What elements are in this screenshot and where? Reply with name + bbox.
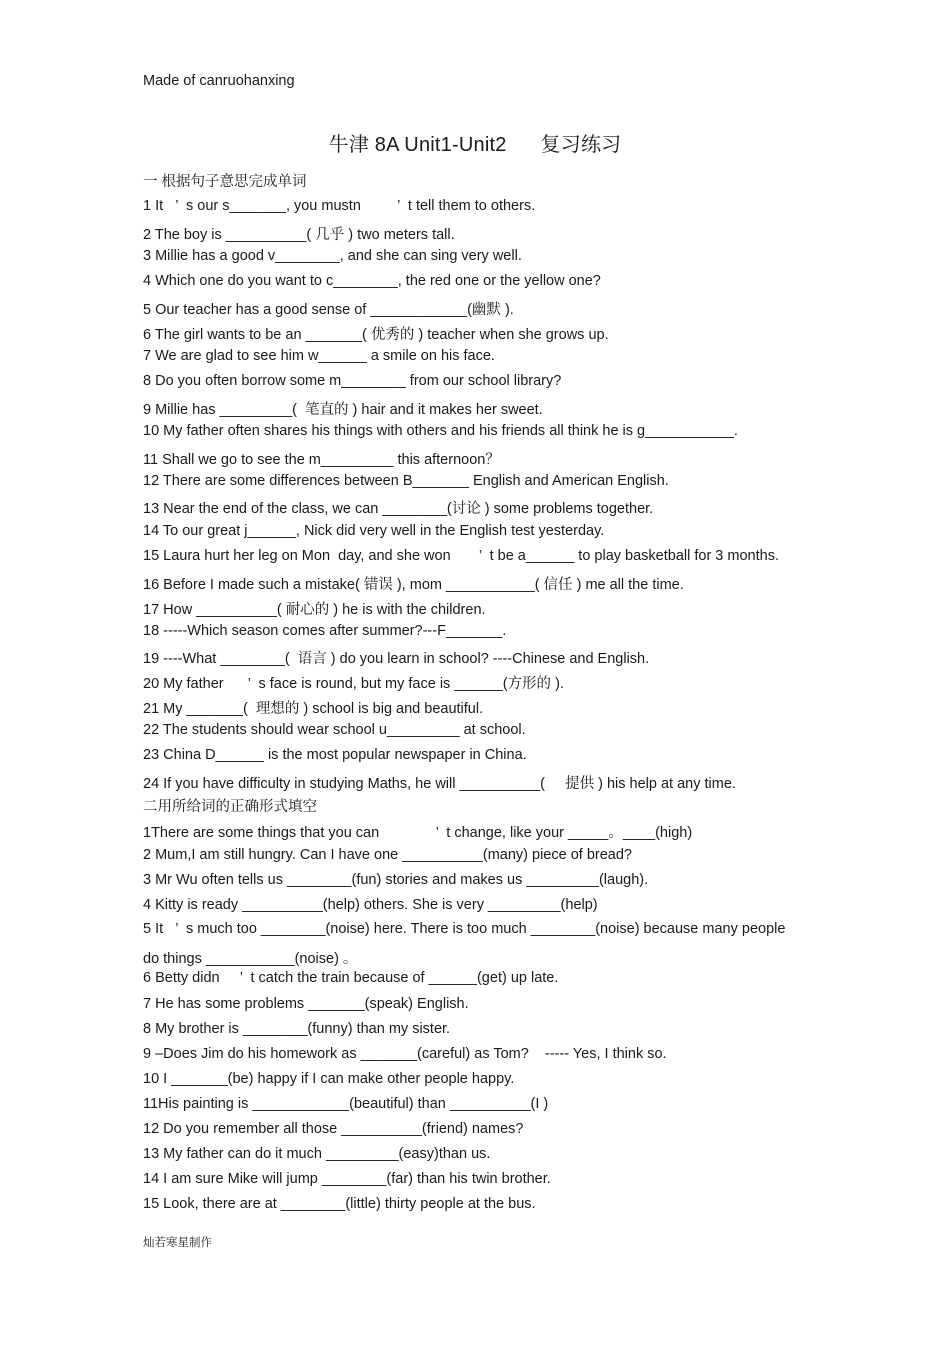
exercise-item: 21 My _______( 理想的 ) school is big and beautiful. bbox=[143, 701, 484, 717]
exercise-item: 16 Before I made such a mistake( 错误 ), mom ___________( 信任 ) me all the time. bbox=[143, 577, 684, 593]
exercise-item: 17 How __________( 耐心的 ) he is with the children. bbox=[143, 602, 486, 618]
page-footer: 灿若寒星制作 bbox=[143, 1235, 212, 1249]
exercise-item: 8 My brother is ________(funny) than my sister. bbox=[143, 1021, 451, 1037]
exercise-item: 14 To our great j______, Nick did very well in the English test yesterday. bbox=[143, 523, 605, 539]
exercise-item: 9 –Does Jim do his homework as _______(careful) as Tom? ----- Yes, I think so. bbox=[143, 1046, 667, 1062]
exercise-item: 7 He has some problems _______(speak) English. bbox=[143, 996, 469, 1012]
exercise-item: 13 My father can do it much _________(easy)than us. bbox=[143, 1146, 491, 1162]
exercise-item: 4 Kitty is ready __________(help) others. She is very _________(help) bbox=[143, 897, 598, 913]
exercise-item: do things ___________(noise) 。 bbox=[143, 951, 358, 967]
exercise-item: 5 Our teacher has a good sense of ____________(幽默 ). bbox=[143, 302, 514, 318]
exercise-item: 19 ----What ________( 语言 ) do you learn in school? ----Chinese and English. bbox=[143, 651, 650, 667]
exercise-item: 4 Which one do you want to c________, the red one or the yellow one? bbox=[143, 273, 601, 289]
document-title bbox=[0, 128, 950, 157]
exercise-item: 11 Shall we go to see the m_________ this afternoon？ bbox=[143, 452, 500, 468]
section1-title: 一 根据句子意思完成单词 bbox=[143, 174, 307, 190]
exercise-item: 23 China D______ is the most popular newspaper in China. bbox=[143, 747, 527, 763]
exercise-item: 11His painting is ____________(beautiful) than __________(I ) bbox=[143, 1096, 549, 1112]
exercise-item: 18 -----Which season comes after summer?---F_______. bbox=[143, 623, 507, 639]
exercise-item: 1 It ’ s our s_______, you mustn ’ t tell them to others. bbox=[143, 198, 536, 214]
title-right: 复习练习 bbox=[540, 134, 622, 156]
exercise-item: 6 The girl wants to be an _______( 优秀的 ) teacher when she grows up. bbox=[143, 327, 609, 343]
exercise-item: 3 Millie has a good v________, and she can sing very well. bbox=[143, 248, 522, 264]
exercise-item: 7 We are glad to see him w______ a smile on his face. bbox=[143, 348, 495, 364]
exercise-item: 15 Laura hurt her leg on Mon day, and she won ’ t be a______ to play basketball for 3 months. bbox=[143, 548, 779, 564]
exercise-item: 13 Near the end of the class, we can ________(讨论 ) some problems together. bbox=[143, 501, 654, 517]
exercise-item: 10 I _______(be) happy if I can make other people happy. bbox=[143, 1071, 515, 1087]
exercise-item: 1There are some things that you can ’ t change, like your _____。____(high) bbox=[143, 825, 693, 841]
exercise-item: 2 The boy is __________( 几乎 ) two meters tall. bbox=[143, 227, 455, 243]
exercise-item: 8 Do you often borrow some m________ from our school library? bbox=[143, 373, 562, 389]
exercise-item: 6 Betty didn ’ t catch the train because of ______(get) up late. bbox=[143, 970, 559, 986]
exercise-item: 15 Look, there are at ________(little) thirty people at the bus. bbox=[143, 1196, 536, 1212]
exercise-item: 24 If you have difficulty in studying Maths, he will __________( 提供 ) his help at any time. bbox=[143, 776, 736, 792]
exercise-item: 22 The students should wear school u_________ at school. bbox=[143, 722, 526, 738]
page-header: Made of canruohanxing bbox=[143, 73, 295, 89]
exercise-item: 14 I am sure Mike will jump ________(far) than his twin brother. bbox=[143, 1171, 551, 1187]
section2-title: 二用所给词的正确形式填空 bbox=[143, 799, 317, 815]
exercise-item: 20 My father ’ s face is round, but my face is ______(方形的 ). bbox=[143, 676, 564, 692]
exercise-item: 12 There are some differences between B_______ English and American English. bbox=[143, 473, 669, 489]
exercise-item: 5 It ’ s much too ________(noise) here. There is too much ________(noise) because many people bbox=[143, 921, 786, 937]
exercise-item: 10 My father often shares his things with others and his friends all think he is g___________. bbox=[143, 423, 738, 439]
exercise-item: 3 Mr Wu often tells us ________(fun) stories and makes us _________(laugh). bbox=[143, 872, 649, 888]
exercise-item: 9 Millie has _________( 笔直的 ) hair and it makes her sweet. bbox=[143, 402, 543, 418]
title-left: 牛津 8A Unit1-Unit2 bbox=[328, 134, 507, 156]
exercise-item: 12 Do you remember all those __________(friend) names? bbox=[143, 1121, 524, 1137]
exercise-item: 2 Mum,I am still hungry. Can I have one __________(many) piece of bread? bbox=[143, 847, 632, 863]
